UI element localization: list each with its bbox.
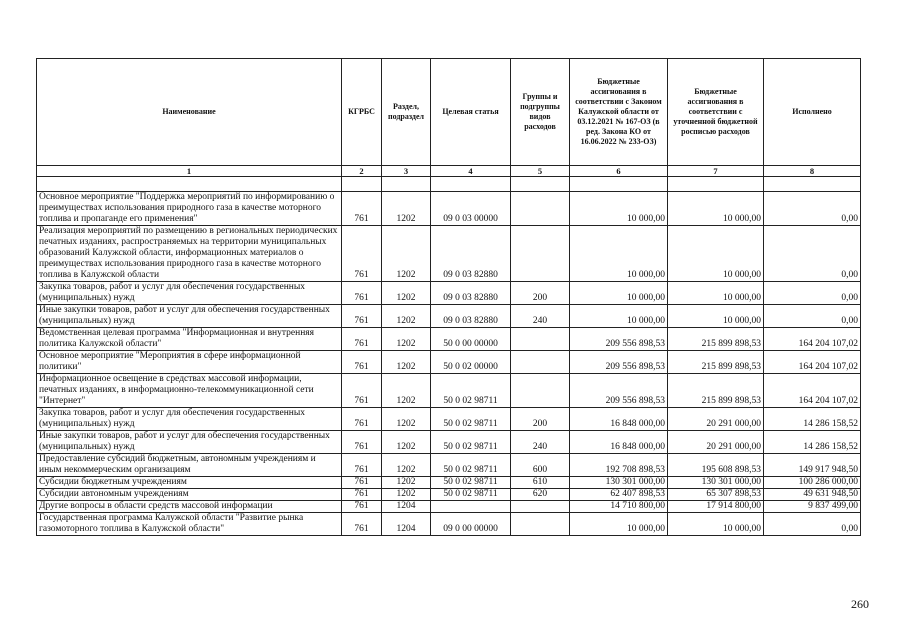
row-razdel-cell: 1202 (382, 477, 431, 489)
row-executed-cell: 164 204 107,02 (764, 328, 861, 351)
row-budget-updated-cell: 215 899 898,53 (668, 374, 764, 408)
row-budget-initial-cell: 209 556 898,53 (570, 374, 668, 408)
table-row (37, 282, 861, 305)
spacer-cell (342, 177, 382, 192)
row-budget-initial-cell: 16 848 000,00 (570, 431, 668, 454)
row-razdel-cell: 1202 (382, 305, 431, 328)
column-number: 8 (764, 166, 861, 177)
budget-table-sheet (36, 58, 860, 536)
row-target-cell: 50 0 02 98711 (431, 408, 511, 431)
row-executed-cell: 0,00 (764, 192, 861, 226)
row-group-cell: 200 (511, 282, 570, 305)
row-budget-initial-cell: 62 407 898,53 (570, 489, 668, 501)
row-budget-initial-cell: 130 301 000,00 (570, 477, 668, 489)
row-target-cell: 09 0 03 82880 (431, 305, 511, 328)
row-budget-updated-cell: 10 000,00 (668, 226, 764, 282)
row-executed-cell: 14 286 158,52 (764, 431, 861, 454)
row-target-cell: 09 0 03 82880 (431, 226, 511, 282)
column-number: 7 (668, 166, 764, 177)
row-razdel-cell: 1204 (382, 501, 431, 513)
row-target-cell: 09 0 00 00000 (431, 513, 511, 536)
row-executed-cell: 0,00 (764, 226, 861, 282)
spacer-cell (431, 177, 511, 192)
row-razdel-cell: 1202 (382, 374, 431, 408)
row-razdel-cell: 1202 (382, 351, 431, 374)
row-name-cell: Закупка товаров, работ и услуг для обеспечения государственных (муниципальных) нужд (37, 282, 342, 305)
spacer-row (37, 177, 861, 192)
row-target-cell: 09 0 03 82880 (431, 282, 511, 305)
table-row (37, 351, 861, 374)
row-group-cell: 600 (511, 454, 570, 477)
row-budget-initial-cell: 192 708 898,53 (570, 454, 668, 477)
row-budget-updated-cell: 17 914 800,00 (668, 501, 764, 513)
row-kgrbs-cell: 761 (342, 328, 382, 351)
row-target-cell (431, 501, 511, 513)
row-kgrbs-cell: 761 (342, 282, 382, 305)
row-budget-updated-cell: 10 000,00 (668, 305, 764, 328)
row-budget-updated-cell: 10 000,00 (668, 192, 764, 226)
row-kgrbs-cell: 761 (342, 489, 382, 501)
row-razdel-cell: 1202 (382, 431, 431, 454)
row-name-cell: Иные закупки товаров, работ и услуг для обеспечения государственных (муниципальных) нужд (37, 431, 342, 454)
row-name-cell: Предоставление субсидий бюджетным, автономным учреждениям и иным некоммерческим организациям (37, 454, 342, 477)
row-executed-cell: 0,00 (764, 513, 861, 536)
row-name-cell: Основное мероприятие "Мероприятия в сфере информационной политики" (37, 351, 342, 374)
header-budget-updated: Бюджетные ассигнования в соответствии с уточненной бюджетной росписью расходов (668, 59, 764, 166)
row-razdel-cell: 1202 (382, 408, 431, 431)
spacer-cell (570, 177, 668, 192)
row-kgrbs-cell: 761 (342, 454, 382, 477)
row-name-cell: Субсидии бюджетным учреждениям (37, 477, 342, 489)
row-razdel-cell: 1202 (382, 192, 431, 226)
row-budget-initial-cell: 10 000,00 (570, 226, 668, 282)
row-group-cell (511, 374, 570, 408)
spacer-cell (37, 177, 342, 192)
table-row (37, 501, 861, 513)
row-group-cell (511, 501, 570, 513)
row-kgrbs-cell: 761 (342, 513, 382, 536)
row-kgrbs-cell: 761 (342, 408, 382, 431)
row-executed-cell: 164 204 107,02 (764, 374, 861, 408)
table-row (37, 454, 861, 477)
row-target-cell: 50 0 02 98711 (431, 489, 511, 501)
row-target-cell: 09 0 03 00000 (431, 192, 511, 226)
table-row (37, 374, 861, 408)
row-group-cell: 240 (511, 305, 570, 328)
column-number: 6 (570, 166, 668, 177)
row-kgrbs-cell: 761 (342, 477, 382, 489)
row-target-cell: 50 0 00 00000 (431, 328, 511, 351)
row-kgrbs-cell: 761 (342, 226, 382, 282)
budget-table (36, 58, 861, 536)
spacer-cell (382, 177, 431, 192)
header-budget-initial: Бюджетные ассигнования в соответствии с Законом Калужской области от 03.12.2021 № 167-ОЗ (в ред. Закона КО от 16.06.2022 № 233-ОЗ) (570, 59, 668, 166)
row-razdel-cell: 1204 (382, 513, 431, 536)
row-group-cell: 240 (511, 431, 570, 454)
row-kgrbs-cell: 761 (342, 351, 382, 374)
table-row (37, 431, 861, 454)
row-group-cell (511, 192, 570, 226)
table-row (37, 192, 861, 226)
row-budget-updated-cell: 130 301 000,00 (668, 477, 764, 489)
row-razdel-cell: 1202 (382, 282, 431, 305)
row-name-cell: Субсидии автономным учреждениям (37, 489, 342, 501)
row-executed-cell: 100 286 000,00 (764, 477, 861, 489)
row-razdel-cell: 1202 (382, 328, 431, 351)
row-budget-initial-cell: 10 000,00 (570, 513, 668, 536)
row-kgrbs-cell: 761 (342, 374, 382, 408)
row-group-cell (511, 328, 570, 351)
row-executed-cell: 14 286 158,52 (764, 408, 861, 431)
row-budget-initial-cell: 10 000,00 (570, 282, 668, 305)
row-budget-updated-cell: 10 000,00 (668, 513, 764, 536)
row-budget-initial-cell: 209 556 898,53 (570, 328, 668, 351)
row-executed-cell: 0,00 (764, 282, 861, 305)
row-budget-updated-cell: 215 899 898,53 (668, 351, 764, 374)
row-budget-initial-cell: 209 556 898,53 (570, 351, 668, 374)
table-row (37, 408, 861, 431)
row-target-cell: 50 0 02 98711 (431, 431, 511, 454)
row-executed-cell: 0,00 (764, 305, 861, 328)
row-group-cell (511, 513, 570, 536)
row-name-cell: Закупка товаров, работ и услуг для обеспечения государственных (муниципальных) нужд (37, 408, 342, 431)
table-row (37, 489, 861, 501)
header-executed: Исполнено (764, 59, 861, 166)
row-executed-cell: 49 631 948,50 (764, 489, 861, 501)
row-budget-updated-cell: 215 899 898,53 (668, 328, 764, 351)
row-target-cell: 50 0 02 98711 (431, 374, 511, 408)
column-number: 1 (37, 166, 342, 177)
row-kgrbs-cell: 761 (342, 501, 382, 513)
spacer-cell (511, 177, 570, 192)
table-header-row (37, 59, 861, 166)
spacer-cell (764, 177, 861, 192)
header-kgrbs: КГРБС (342, 59, 382, 166)
row-target-cell: 50 0 02 98711 (431, 477, 511, 489)
row-kgrbs-cell: 761 (342, 431, 382, 454)
table-row (37, 513, 861, 536)
row-target-cell: 50 0 02 98711 (431, 454, 511, 477)
table-row (37, 305, 861, 328)
row-group-cell: 200 (511, 408, 570, 431)
row-executed-cell: 9 837 499,00 (764, 501, 861, 513)
column-number: 3 (382, 166, 431, 177)
row-group-cell (511, 226, 570, 282)
table-row (37, 477, 861, 489)
row-name-cell: Основное мероприятие "Поддержка мероприятий по информированию о преимуществах использования природного газа в качестве моторного топлива и пропаганде его применения" (37, 192, 342, 226)
row-name-cell: Государственная программа Калужской области "Развитие рынка газомоторного топлива в Калужской области" (37, 513, 342, 536)
row-razdel-cell: 1202 (382, 489, 431, 501)
row-name-cell: Информационное освещение в средствах массовой информации, печатных изданиях, в информационно-телекоммуникационной сети "Интернет" (37, 374, 342, 408)
header-razdel: Раздел, подраздел (382, 59, 431, 166)
row-kgrbs-cell: 761 (342, 305, 382, 328)
table-row (37, 226, 861, 282)
row-group-cell: 620 (511, 489, 570, 501)
column-number-row (37, 166, 861, 177)
row-group-cell (511, 351, 570, 374)
header-target: Целевая статья (431, 59, 511, 166)
row-group-cell: 610 (511, 477, 570, 489)
row-budget-initial-cell: 14 710 800,00 (570, 501, 668, 513)
row-razdel-cell: 1202 (382, 454, 431, 477)
row-executed-cell: 149 917 948,50 (764, 454, 861, 477)
row-kgrbs-cell: 761 (342, 192, 382, 226)
row-name-cell: Реализация мероприятий по размещению в региональных периодических печатных изданиях, распространяемых на территории муниципальных образований Калужской области, информационных материалов о преимуществах использования природного газа в качестве моторного топлива в Калужской области (37, 226, 342, 282)
table-body (37, 177, 861, 536)
row-budget-updated-cell: 10 000,00 (668, 282, 764, 305)
row-executed-cell: 164 204 107,02 (764, 351, 861, 374)
column-number: 4 (431, 166, 511, 177)
row-name-cell: Ведомственная целевая программа "Информационная и внутренняя политика Калужской области" (37, 328, 342, 351)
column-number: 2 (342, 166, 382, 177)
row-budget-updated-cell: 195 608 898,53 (668, 454, 764, 477)
page-number: 260 (851, 597, 869, 611)
row-budget-initial-cell: 10 000,00 (570, 305, 668, 328)
row-name-cell: Другие вопросы в области средств массовой информации (37, 501, 342, 513)
header-groups: Группы и подгруппы видов расходов (511, 59, 570, 166)
row-budget-updated-cell: 20 291 000,00 (668, 408, 764, 431)
header-name: Наименование (37, 59, 342, 166)
column-number: 5 (511, 166, 570, 177)
row-budget-updated-cell: 20 291 000,00 (668, 431, 764, 454)
row-budget-initial-cell: 10 000,00 (570, 192, 668, 226)
spacer-cell (668, 177, 764, 192)
row-razdel-cell: 1202 (382, 226, 431, 282)
row-budget-updated-cell: 65 307 898,53 (668, 489, 764, 501)
table-row (37, 328, 861, 351)
row-target-cell: 50 0 02 00000 (431, 351, 511, 374)
row-budget-initial-cell: 16 848 000,00 (570, 408, 668, 431)
row-name-cell: Иные закупки товаров, работ и услуг для обеспечения государственных (муниципальных) нужд (37, 305, 342, 328)
